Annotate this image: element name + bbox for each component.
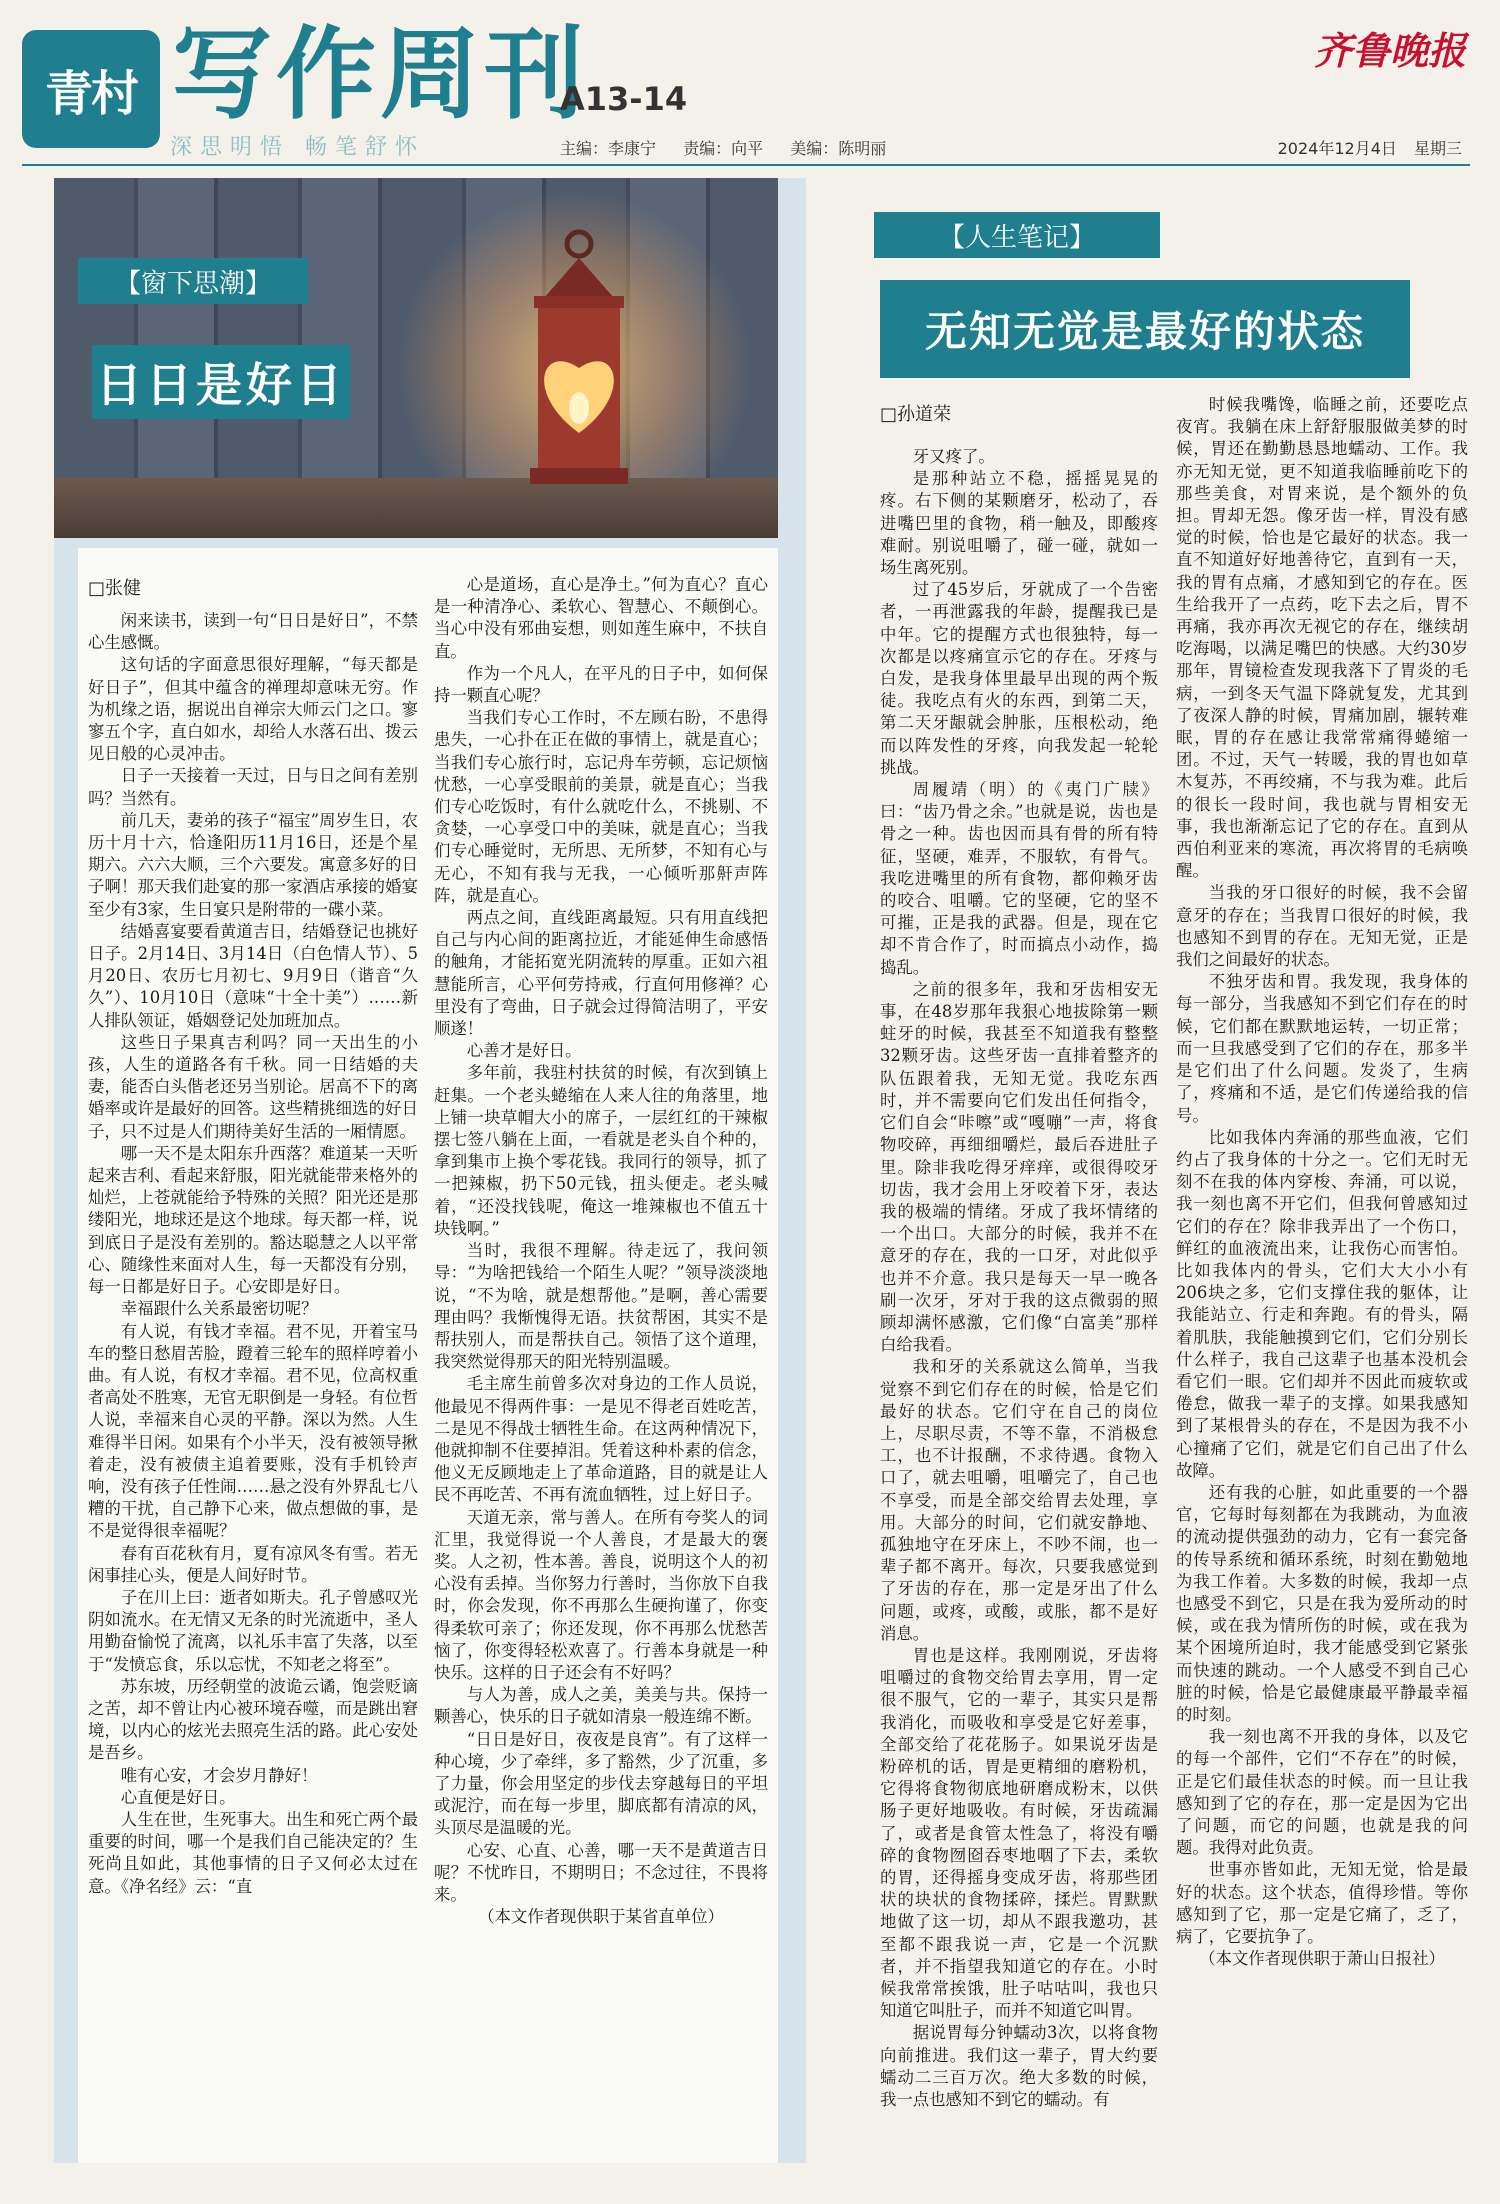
paragraph: 天道无亲，常与善人。在所有夸奖人的词汇里，我觉得说一个人善良，才是最大的褒奖。人之初，性本善。善良，说明这个人的初心没有丢掉。当你努力行善时，当你放下自我时，你会发现，你不再那么生硬拘谨了，你变得柔软可亲了；你还发现，你不再那么忧愁苦恼了，你变得轻松欢喜了。行善本身就是一种快乐。这样的日子还会有不好吗？: [434, 1507, 768, 1682]
paragraph: 幸福跟什么关系最密切呢？: [120, 1299, 318, 1319]
paragraph: 毛主席生前曾多次对身边的工作人员说，他最见不得两件事：一是见不得老百姓吃苦，二是见不得战士牺牲生命。在这两种情况下，他就抑制不住要掉泪。凭着这种朴素的信念，他义无反顾地走上了革命道路，目的就是让人民不再吃苦、不再有流血牺牲，过上好日子。: [434, 1374, 768, 1505]
author-byline-right: □孙道荣: [880, 404, 952, 425]
weekday: 星期三: [1413, 139, 1462, 158]
paragraph: 周履靖（明）的《夷门广牍》曰：“齿乃骨之余。”也就是说，齿也是骨之一种。齿也因而具有骨的所有特征，坚硬，难弄，不服软，有骨气。我吃进嘴里的所有食物，都仰赖牙齿的咬合、咀嚼。它的坚硬，它的坚不可摧，正是我的武器。但是，现在它却不肯合作了，时而搞点小动作，捣捣乱。: [880, 780, 1158, 977]
paragraph: 结婚喜宴要看黄道吉日，结婚登记也挑好日子。2月14日、3月14日（白色情人节）、5月20日、农历七月初七、9月9日（谐音“久久”）、10月10日（意味“十全十美”）……新人排队领证，婚姻登记处加班加点。: [88, 921, 418, 1030]
page-title: 写作周刊: [172, 16, 588, 133]
paragraph: 与人为善，成人之美，美美与共。保持一颗善心，快乐的日子就如清泉一般连绵不断。: [434, 1685, 768, 1727]
paragraph: 闲来读书，读到一句“日日是好日”，不禁心生感慨。: [88, 611, 418, 653]
paragraph: （本文作者现供职于萧山日报社）: [1199, 1949, 1445, 1969]
paragraph: 子在川上曰：逝者如斯夫。孔子曾感叹光阴如流水。在无情又无条的时光流逝中，圣人用勤奋愉悦了流离，以礼乐丰富了失落，以至于“发愤忘食，乐以忘忧，不知老之将至”。: [88, 1587, 418, 1674]
paragraph: 之前的很多年，我和牙齿相安无事，在48岁那年我狠心地拔除第一颗蛀牙的时候，我甚至不知道我有整整32颗牙齿。这些牙齿一直排着整齐的队伍跟着我，无知无觉。我吃东西时，并不需要向它们发出任何指令，它们自会“咔嚓”或“嘎嘣”一声，将食物咬碎，再细细嚼烂，最后吞进肚子里。除非我吃得牙痒痒，或很得咬牙切齿，我才会用上牙咬着下牙，表达我的极端的情绪。牙成了我坏情绪的一个出口。大部分的时候，我并不在意牙的存在，我的一口牙，对此似乎也并不介意。我只是每天一早一晚各刷一次牙，牙对于我的这点微弱的照顾却满怀感激，它们像“白富美”那样白给我看。: [880, 979, 1158, 1355]
duty-editor-credit: 责编：向平: [683, 139, 764, 158]
paragraph: 这些日子果真吉利吗？同一天出生的小孩，人生的道路各有千秋。同一日结婚的夫妻，能否白头偕老还另当别论。居高不下的离婚率或许是最好的回答。这些精挑细选的好日子，只不过是人们期待美好生活的一厢情愿。: [88, 1032, 418, 1141]
paragraph: “日日是好日，夜夜是良宵”。有了这样一种心境，少了牵绊，多了豁然，少了沉重，多了力量，你会用坚定的步伐去穿越每日的平坦或泥泞，而在每一步里，脚底都有清凉的风，头顶尽是温暖的光。: [434, 1729, 768, 1838]
right-article-column-1: [880, 446, 1158, 2111]
wooden-floor: [54, 478, 778, 538]
staff-credits: [560, 136, 908, 159]
newspaper-logo: 齐鲁晚报: [1313, 29, 1466, 73]
paragraph: 世事亦皆如此，无知无觉，恰是最好的状态。这个状态，值得珍惜。等你感知到了它，那一定是它痛了，乏了，病了，它要抗争了。: [1176, 1860, 1468, 1947]
paragraph: 当我的牙口很好的时候，我不会留意牙的存在；当我胃口很好的时候，我也感知不到胃的存在。无知无觉，正是我们之间最好的状态。: [1176, 883, 1468, 970]
paragraph: 我和牙的关系就这么简单，当我觉察不到它们存在的时候，恰是它们最好的状态。它们守在自己的岗位上，尽职尽责，不等不靠，不消极怠工，也不计报酬，不求待遇。食物入口了，就去咀嚼，咀嚼完了，自己也不享受，而是全部交给胃去处理，享用。大部分的时间，它们就安静地、孤独地守在牙床上，不吵不闹，也一辈子都不离开。每次，只要我感觉到了牙齿的存在，那一定是牙出了什么问题，或疼，或酸，或胀，都不是好消息。: [880, 1357, 1158, 1643]
paragraph: 有人说，有钱才幸福。君不见，开着宝马车的整日愁眉苦脸，蹬着三轮车的照样哼着小曲。有人说，有权才幸福。君不见，位高权重者高处不胜寒，无官无职倒是一身轻。有位哲人说，幸福来自心灵的平静。深以为然。人生难得半日闲。如果有个小半天，没有被领导揪着走，没有被债主追着要账，没有手机铃声响，没有孩子任性闹……悬之没有外界乱七八糟的干扰，自己静下心来，做点想做的事，是不是觉得很幸福呢？: [88, 1321, 418, 1541]
paragraph: 心安、心直、心善，哪一天不是黄道吉日呢？不忧昨日，不期明日；不念过往，不畏将来。: [434, 1840, 768, 1904]
paragraph: 不独牙齿和胃。我发现，我身体的每一部分，当我感知不到它们存在的时候，它们都在默默地运转，一切正常；而一旦我感受到了它们的存在，那多半是它们出了什么问题。发炎了，生病了，疼痛和不适，是它们传递给我的信号。: [1176, 972, 1468, 1125]
paragraph: 我一刻也离不开我的身体，以及它的每一个部件，它们“不存在”的时候，正是它们最佳状态的时候。而一旦让我感知到了它的存在，那一定是因为它出了问题，而它的问题，也就是我的问题。我得对此负责。: [1176, 1727, 1468, 1858]
paragraph: （本文作者现供职于某省直单位）: [478, 1907, 724, 1927]
paragraph: 这句话的字面意思很好理解，“每天都是好日子”，但其中蕴含的禅理却意味无穷。作为机缘之语，据说出自禅宗大师云门之口。寥寥五个字，直白如水，却给人水落石出、拨云见日般的心灵冲击。: [88, 655, 418, 764]
paragraph: 春有百花秋有月，夏有凉风冬有雪。若无闲事挂心头，便是人间好时节。: [88, 1543, 418, 1585]
paragraph: 作为一个凡人，在平凡的日子中，如何保持一颗直心呢？: [434, 663, 768, 706]
paragraph: 多年前，我驻村扶贫的时候，有次到镇上赶集。一个老头蜷缩在人来人往的角落里，地上铺一块草帽大小的席子，一层红红的干辣椒摆七签八躺在上面，一看就是老头自个种的，拿到集市上换个零花钱。我同行的领导，抓了一把辣椒，扔下50元钱，扭头便走。老头喊着，“还没找钱呢，俺这一堆辣椒也不值五十块钱啊。”: [434, 1063, 768, 1238]
column-logo: 青村: [22, 30, 160, 148]
paragraph: 当我们专心工作时，不左顾右盼，不患得患失，一心扑在正在做的事情上，就是直心；当我们专心旅行时，忘记舟车劳顿，忘记烦恼忧愁，一心享受眼前的美景，就是直心；当我们专心吃饭时，有什么就吃什么，不挑剔、不贪婪，一心享受口中的美味，就是直心；当我们专心睡觉时，无所思、无所梦，不知有心与无心，不知有我与无我，一心倾听那鼾声阵阵，就是直心。: [434, 708, 768, 905]
slogan: 深思明悟 畅笔舒怀: [170, 135, 425, 160]
paragraph: 胃也是这样。我刚刚说，牙齿将咀嚼过的食物交给胃去享用，胃一定很不服气，它的一辈子，其实只是帮我消化，而吸收和享受是它好差事，全部交给了花花肠子。如果说牙齿是粉碎机的话，胃是更精细的磨粉机，它得将食物彻底地研磨成粉末，以供肠子更好地吸收。有时候，牙齿疏漏了，或者是食管太性急了，将没有嚼碎的食物囫囵吞枣地咽了下去，柔软的胃，还得摇身变成牙齿，将那些团状的块状的食物揉碎，揉烂。胃默默地做了这一切，却从不跟我邀功，甚至都不跟我说一声，它是一个沉默者，并不指望我知道它的存在。小时候我常常挨饿，肚子咕咕叫，我也只知道它叫肚子，而并不知道它叫胃。: [880, 1645, 1158, 2021]
editor-credit: 主编：李康宁: [560, 139, 657, 158]
heart-lantern-icon: [504, 228, 654, 508]
section-tag: 【窗下思潮】: [78, 258, 308, 304]
paragraph: 比如我体内奔涌的那些血液，它们约占了我身体的十分之一。它们无时无刻不在我的体内穿梭、奔涌，可以说，我一刻也离不开它们，但我何曾感知过它们的存在？除非我弄出了一个伤口，鲜红的血液流出来，让我伤心而害怕。比如我体内的骨头，它们大大小小有206块之多，它们支撑住我的躯体，让我能站立、行走和奔跑。有的骨头，隔着肌肤，我能触摸到它们，它们分别长什么样子，我自己这辈子也基本没机会看它们一眼。它们却并不因此而疲软或倦怠，做我一辈子的支撑。如果我感知到了某根骨头的存在，不是因为我不小心撞痛了它们，就是它们自己出了什么故障。: [1176, 1127, 1468, 1480]
paragraph: 当时，我很不理解。待走远了，我问领导：“为啥把钱给一个陌生人呢？”领导淡淡地说，“不为啥，就是想帮他。”是啊，善心需要理由吗？我惭愧得无语。扶贫帮困，其实不是帮扶别人，而是帮扶自己。领悟了这个道理，我突然觉得那天的阳光特别温暖。: [434, 1241, 768, 1372]
paragraph: 牙又疼了。: [912, 447, 995, 466]
paragraph: 前几天，妻弟的孩子“福宝”周岁生日，农历十月十六，恰逢阳历11月16日，还是个星期六。六六大顺，三个六要发。寓意多好的日子啊！那天我们赴宴的那一家酒店承接的婚宴至少有3家，生日宴只是附带的一碟小菜。: [88, 810, 418, 919]
paragraph: 还有我的心脏，如此重要的一个器官，它每时每刻都在为我跳动，为血液的流动提供强劲的动力，它有一套完备的传导系统和循环系统，时刻在勤勉地为我工作着。大多数的时候，我却一点也感受不到它，只是在我为爱所动的时候，或在我为情所伤的时候，或在我为某个困境所迫时，我才能感受到它紧张而快速的跳动。一个人感受不到自己心脏的时候，恰是它最健康最平静最幸福的时刻。: [1176, 1482, 1468, 1724]
paragraph: 时候我嘴馋，临睡之前，还要吃点夜宵。我躺在床上舒舒服服做美梦的时候，胃还在勤勤恳恳地蠕动、工作。我亦无知无觉，更不知道我临睡前吃下的那些美食，对胃来说，是个额外的负担。胃却无怨。像牙齿一样，胃没有感觉的时候，恰也是它最好的状态。我一直不知道好好地善待它，直到有一天，我的胃有点痛，才感知到它的存在。医生给我开了一点药，吃下去之后，胃不再痛，我亦再次无视它的存在，继续胡吃海喝，以满足嘴巴的快感。大约30岁那年，胃镜检查发现我落下了胃炎的毛病，一到冬天气温下降就复发，尤其到了夜深人静的时候，胃痛加剧，辗转难眠，胃的存在感让我常常痛得蜷缩一团。不过，天气一转暖，我的胃也如草木复苏，不再绞痛，不与我为难。此后的很长一段时间，我也就与胃相安无事，我也渐渐忘记了它的存在。直到从西伯利亚来的寒流，再次将胃的毛病唤醒。: [1176, 395, 1468, 881]
paragraph: 心善才是好日。: [466, 1041, 582, 1061]
paragraph: 唯有心安，才会岁月静好！: [120, 1765, 318, 1785]
masthead-rule: [22, 164, 1470, 166]
author-byline: □张健: [88, 578, 142, 599]
paragraph: 人生在世，生死事大。出生和死亡两个最重要的时间，哪一个是我们自己能决定的？生死尚且如此，其他事情的日子又何必太过在意。《净名经》云：“直: [88, 1809, 418, 1896]
section-tag-right: 【人生笔记】: [874, 212, 1160, 258]
paragraph: 心直便是好日。: [120, 1787, 236, 1807]
paragraph: 是那种站立不稳，摇摇晃晃的疼。右下侧的某颗磨牙，松动了，吞进嘴巴里的食物，稍一触及，即酸疼难耐。别说咀嚼了，碰一碰，就如一场生离死别。: [880, 469, 1158, 578]
date: 2024年12月4日: [1277, 139, 1397, 158]
right-article-column-2: [1176, 394, 1468, 1970]
paragraph: 过了45岁后，牙就成了一个告密者，一再泄露我的年龄，提醒我已是中年。它的提醒方式也很独特，每一次都是以疼痛宣示它的存在。牙疼与白发，是我身体里最早出现的两个叛徒。我吃点有火的东西，到第二天，第二天牙龈就会肿胀，压根松动，绝而以阵发性的牙疼，向我发起一轮轮挑战。: [880, 580, 1158, 777]
paragraph: 苏东坡，历经朝堂的波诡云谲，饱尝贬谪之苦，却不曾让内心被环境吞噬，而是跳出窘境，以内心的炫光去照亮生活的路。此心安处是吾乡。: [88, 1676, 418, 1763]
left-article-column-2: [434, 574, 768, 1928]
paragraph: 据说胃每分钟蠕动3次，以将食物向前推进。我们这一辈子，胃大约要蠕动二三百万次。绝大多数的时候，我一点也感知不到它的蠕动。有: [880, 2023, 1158, 2110]
paragraph: 哪一天不是太阳东升西落？难道某一天听起来吉利、看起来舒服，阳光就能带来格外的灿烂，上苍就能给予特殊的关照？阳光还是那缕阳光，地球还是这个地球。每天都一样，说到底日子是没有差别的。豁达聪慧之人以平常心、随缘性来面对人生，每一天都没有分别，每一日都是好日子。心安即是好日。: [88, 1143, 418, 1297]
art-editor-credit: 美编：陈明丽: [790, 139, 887, 158]
paragraph: 心是道场，直心是净土。”何为直心？直心是一种清净心、柔软心、智慧心、不颠倒心。当心中没有邪曲妄想，则如莲生麻中，不扶自直。: [434, 575, 768, 661]
paragraph: 日子一天接着一天过，日与日之间有差别吗？当然有。: [88, 766, 418, 808]
article-headline-right: 无知无觉是最好的状态: [880, 280, 1410, 378]
left-article-column-1: [88, 610, 418, 1898]
dateline: [1266, 136, 1462, 159]
paragraph: 两点之间，直线距离最短。只有用直线把自己与内心间的距离拉近，才能延伸生命感悟的触角，才能拓宽光阴流转的厚重。正如六祖慧能所言，心平何劳持戒，行直何用修禅？心里没有了弯曲，日子就会过得简洁明了，平安顺遂！: [434, 908, 768, 1039]
article-headline: 日日是好日: [92, 345, 350, 419]
edition-number: A13-14: [560, 80, 688, 118]
